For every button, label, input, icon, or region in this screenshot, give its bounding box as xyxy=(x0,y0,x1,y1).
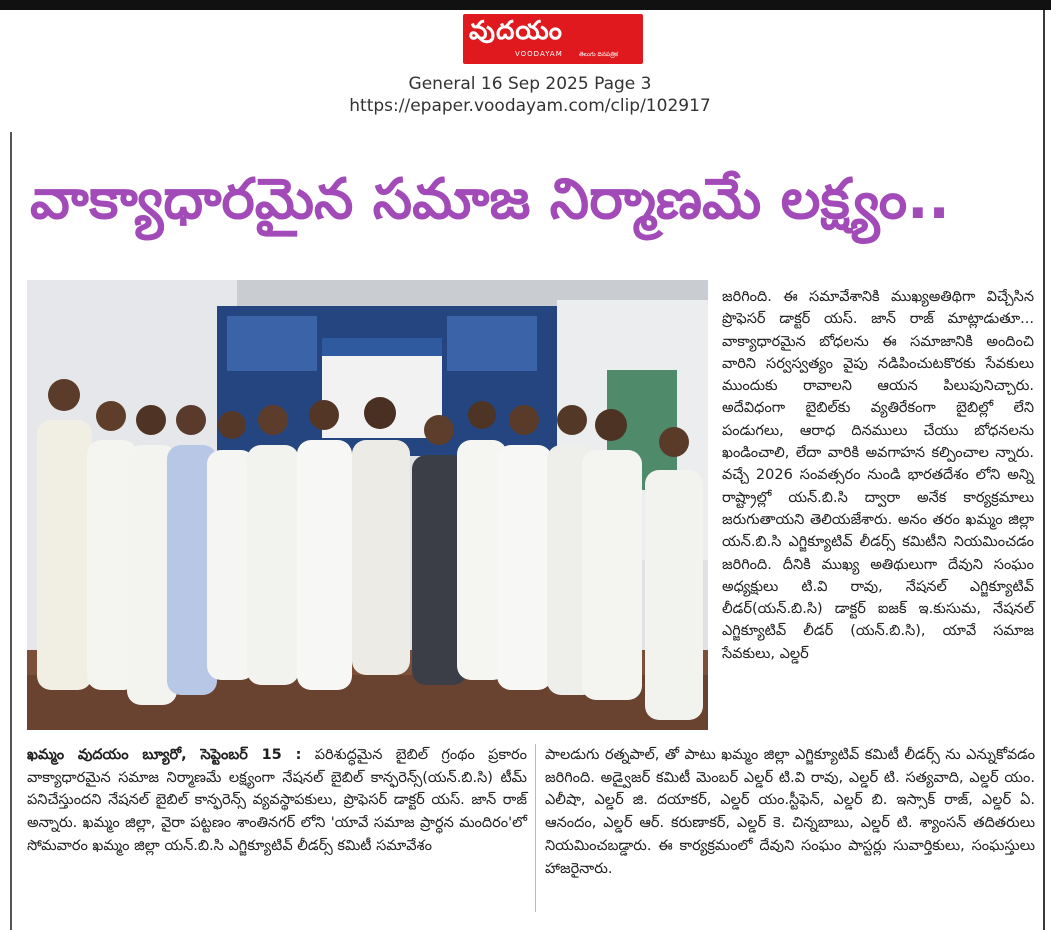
clip-url[interactable]: https://epaper.voodayam.com/clip/102917 xyxy=(349,96,711,116)
article-body-left xyxy=(27,744,527,858)
logo-subtitle: VOODAYAM xyxy=(515,50,563,58)
clip-meta xyxy=(330,73,730,117)
logo-tagline: తెలుగు దినపత్రిక xyxy=(579,51,619,58)
logo-text: వుదయం xyxy=(469,16,563,46)
newspaper-logo xyxy=(463,14,643,64)
group-photo xyxy=(27,280,708,730)
article-dateline: ఖమ్మం వుదయం బ్యూరో, సెప్టెంబర్ 15 : xyxy=(27,747,302,763)
column-divider xyxy=(535,744,536,912)
article-body-continued: పాలడుగు రత్నపాల్, తో పాటు ఖమ్మం జిల్లా ఎగ్జిక్యూటివ్ కమిటీ లీడర్స్ ను ఎన్నుకోవడం జరిగింది. అడ్వైజర్ కమిటీ మెంబర్ ఎల్డర్ టి.వి రావు, ఎల్డర్ టి. సత్యవాది, ఎల్డర్ యం. ఎలీషా, ఎల్డర్ జి. దయాకర్, ఎల్డర్ యం.స్టీఫెన్, ఎల్డర్ బి. ఇస్సాక్ రాజ్, ఎల్డర్ ఏ. ఆనందం, ఎల్డర్ ఆర్. కరుణాకర్, ఎల్డర్ కె. చిన్నబాబు, ఎల్డర్ టి. శ్యాంసన్ తదితరులు నియమించబడ్డారు. ఈ కార్యక్రమంలో దేవుని సంఘం పాస్టర్లు సువార్తికులు, సంఘస్తులు హాజరైనారు. xyxy=(545,747,1035,877)
article-body-right: జరిగింది. ఈ సమావేశానికి ముఖ్యఅతిథిగా విచ్చేసిన ప్రొఫెసర్ డాక్టర్ యస్. జాన్ రాజ్ మాట్లాడుతూ... వాక్యాధారమైన బోధలను ఈ సమాజానికి అందించి వారిని సర్వస్వత్యం వైపు నడిపించుటకొరకు సేవకులు ముందుకు రావాలని ఆయన పిలుపునిచ్చారు. అదేవిధంగా బైబిల్‌కు వ్యతిరేకంగా బైబిల్లో లేని పండుగలు, ఆరాధ దినములు చేయు బోధనలను ఖండించాలి, లేదా వారికి అవగాహన కల్పించాల న్నారు. వచ్చే 2026 సంవత్సరం నుండి భారతదేశం లోని అన్ని రాష్ట్రాల్లో యన్.బి.సి ద్వారా అనేక కార్యక్రమాలు జరుగుతాయని తెలియజేశారు. అనం తరం ఖమ్మం జిల్లా యన్.బి.సి ఎగ్జిక్యూటివ్ లీడర్స్ కమిటీని నియమించడం జరిగింది. దీనికి ముఖ్య అతిథులుగా దేవుని సంఘం అధ్యక్షులు టి.వి రావు, నేషనల్ ఎగ్జిక్యూటివ్ లీడర్(యన్.బి.సి) డాక్టర్ ఐజక్ ఇ.కుసుమ, నేషనల్ ఎగ్జిక్యూటివ్ లీడర్ (యన్.బి.సి), యావే సమాజ సేవకులు, ఎల్డర్ xyxy=(722,289,1034,662)
article-headline: వాక్యాధారమైన సమాజ నిర్మాణమే లక్ష్యం.. xyxy=(30,167,950,232)
right-margin-rule xyxy=(1043,10,1045,930)
left-margin-rule xyxy=(10,132,12,930)
top-border xyxy=(0,0,1051,10)
group-photo-illustration xyxy=(27,280,708,730)
edition-line: General 16 Sep 2025 Page 3 xyxy=(408,74,652,94)
article-lead-text: పరిశుద్ధమైన బైబిల్ గ్రంథం ప్రకారం వాక్యాధారమైన సమాజ నిర్మాణమే లక్ష్యంగా నేషనల్ బైబిల్ కాన్ఫరెన్స్(యన్.బి.సి) టీమ్ పనిచేస్తుందని నేషనల్ బైబిల్ కాన్ఫరెన్స్ వ్యవస్థాపకులు, ప్రొఫెసర్ డాక్టర్ యస్. జాన్ రాజ్ అన్నారు. ఖమ్మం జిల్లా, వైరా పట్టణం శాంతినగర్ లోని 'యావే సమాజ ప్రార్ధన మందిరం'లో సోమవారం ఖమ్మం జిల్లా యన్.బి.సి ఎగ్జిక్యూటివ్ లీడర్స్ కమిటీ సమావేశం xyxy=(27,747,528,854)
